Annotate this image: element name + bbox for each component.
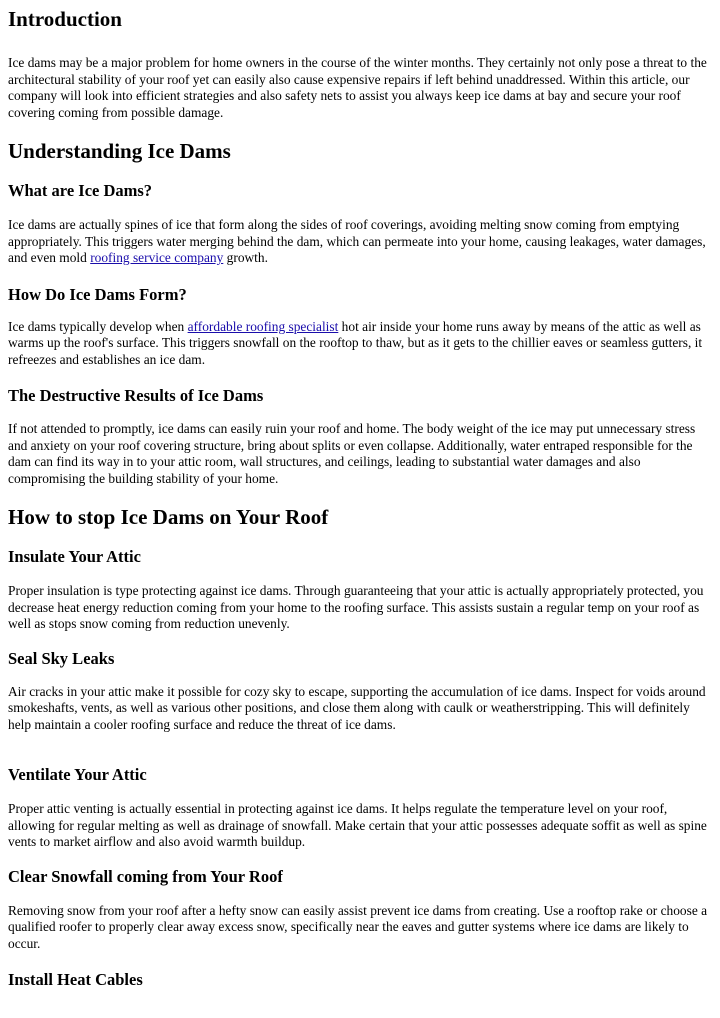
paragraph-insulate-your-attic: Proper insulation is type protecting against ice dams. Through guaranteeing that your attic is actually appropriately protected, you decrease heat energy reduction coming from your home to the roofing surface. This assists sustain a regular temp on your roof as well as stops snow coming from reduction unevenly. xyxy=(8,583,704,631)
affordable-roofing-specialist-link[interactable]: affordable roofing specialist xyxy=(187,318,339,334)
subheading-install-heat-cables: Install Heat Cables xyxy=(8,970,143,989)
paragraph-destructive-results: If not attended to promptly, ice dams can easily ruin your roof and home. The body weight of the ice may put unnecessary stress and anxiety on your roof covering structure, bring about splits or even collapse. Additionally, water entraped responsible for the dam can find its way in to your attic room, wall structures, and ceilings, leading to substantial water damages and also compromising the building stability of your home. xyxy=(8,421,696,486)
paragraph-what-are-ice-dams: Ice dams are actually spines of ice that form along the sides of roof coverings, avoiding melting snow coming from emptying appropriately. This triggers water merging behind the dam, which can permeate into your home, causing leakages, water damages, and even mold roofing service company growth. xyxy=(8,217,706,265)
subheading-seal-sky-leaks: Seal Sky Leaks xyxy=(8,648,115,668)
subheading-destructive-results: The Destructive Results of Ice Dams xyxy=(8,386,264,405)
subheading-clear-snowfall: Clear Snowfall coming from Your Roof xyxy=(8,866,283,886)
heading-introduction: Introduction xyxy=(8,7,122,31)
paragraph-how-do-ice-dams-form: Ice dams typically develop when affordable roofing specialist hot air inside your home runs away by means of the attic as well as warms up the roof's surface. This triggers snowfall on the rooftop to thaw, but as it gets to the chillier eaves or seamless gutters, it refreezes and establishes an ice dam. xyxy=(8,318,703,367)
heading-how-to-stop-ice-dams: How to stop Ice Dams on Your Roof xyxy=(8,505,329,529)
subheading-how-do-ice-dams-form: How Do Ice Dams Form? xyxy=(8,284,187,304)
subheading-what-are-ice-dams: What are Ice Dams? xyxy=(8,181,153,200)
paragraph-introduction: Ice dams may be a major problem for home owners in the course of the winter months. They certainly not only pose a threat to the architectural stability of your roof yet can easily also cause expensive repairs if left behind unaddressed. Within this article, our company will look into efficient strategies and also safety nets to assist you always keep ice dams at bay and secure your roof covering coming from possible damage. xyxy=(8,55,707,120)
subheading-ventilate-your-attic: Ventilate Your Attic xyxy=(8,765,147,784)
paragraph-ventilate-your-attic: Proper attic venting is actually essential in protecting against ice dams. It helps regulate the temperature level on your roof, allowing for regular melting as well as drainage of snowfall. Make certain that your attic possesses adequate soffit as well as spine vents to market airflow and also avoid warmth buildup. xyxy=(8,801,707,849)
paragraph-clear-snowfall: Removing snow from your roof after a hefty snow can easily assist prevent ice dams from creating. Use a rooftop rake or choose a qualified roofer to properly clear away excess snow, specifically near the eaves and gutter systems where ice dams are likely to occur. xyxy=(8,902,708,951)
paragraph-seal-sky-leaks: Air cracks in your attic make it possible for cozy sky to escape, supporting the accumulation of ice dams. Inspect for voids around smokeshafts, vents, as well as various other positions, and close them along with caulk or weatherstripping. This will definitely help maintain a cooler roofing surface and reduce the threat of ice dams. xyxy=(8,683,706,732)
roofing-service-company-link[interactable]: roofing service company xyxy=(90,250,224,265)
heading-understanding-ice-dams: Understanding Ice Dams xyxy=(8,139,231,163)
subheading-insulate-your-attic: Insulate Your Attic xyxy=(8,547,141,566)
